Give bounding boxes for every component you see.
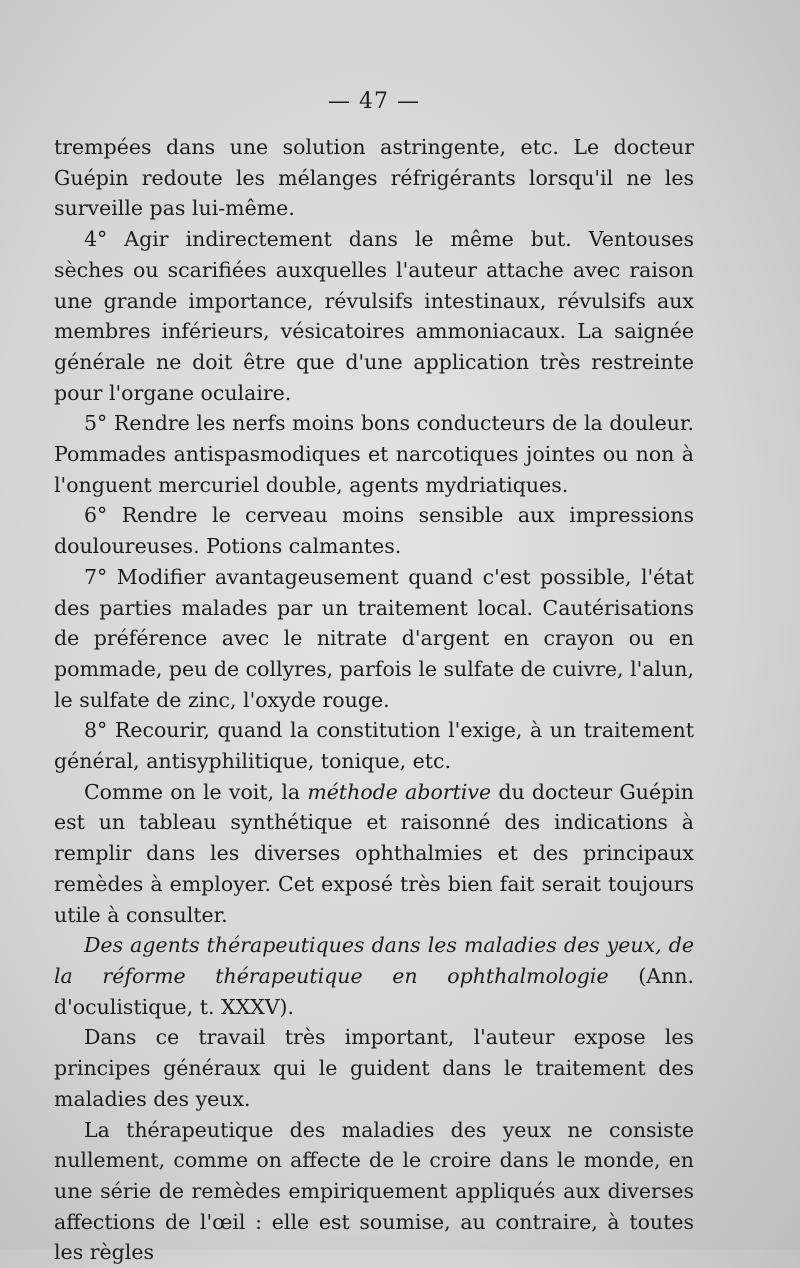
citation-title: Des agents thérapeutiques dans les maladies des yeux, de la réforme thérapeutique en ophthalmologie: [54, 933, 694, 988]
paragraph-continued: trempées dans une solution astringente, etc. Le docteur Guépin redoute les mélanges réfrigérants lorsqu'il ne les surveille pas lui-même.: [54, 132, 694, 224]
page-body: [54, 132, 694, 1268]
paragraph-therapeutique: La thérapeutique des maladies des yeux ne consiste nullement, comme on affecte de le croire dans le monde, en une série de remèdes empiriquement appliqués aux diverses affections de l'œil : elle est soumise, au contraire, à toutes les règles: [54, 1115, 694, 1268]
italic-term: méthode abortive: [307, 780, 491, 804]
paragraph-item-6: 6° Rendre le cerveau moins sensible aux impressions douloureuses. Potions calmantes.: [54, 500, 694, 561]
paragraph-text: Comme on le voit, la: [84, 780, 307, 804]
citation-source: (Ann. d'oculistique, t. XXXV).: [54, 964, 694, 1019]
book-page: [54, 86, 694, 1268]
paragraph-item-8: 8° Recourir, quand la constitution l'exige, à un traitement général, antisyphilitique, tonique, etc.: [54, 715, 694, 776]
page-number: — 47 —: [54, 86, 694, 132]
paragraph-methode-abortive: [54, 777, 694, 931]
paragraph-travail: Dans ce travail très important, l'auteur expose les principes généraux qui le guident dans le traitement des maladies des yeux.: [54, 1022, 694, 1114]
paragraph-item-5: 5° Rendre les nerfs moins bons conducteurs de la douleur. Pommades antispasmodiques et narcotiques jointes ou non à l'onguent mercuriel double, agents mydriatiques.: [54, 408, 694, 500]
paragraph-text: du docteur Guépin est un tableau synthétique et raisonné des indications à remplir dans les diverses ophthalmies et des principaux remèdes à employer. Cet exposé très bien fait serait toujours utile à consulter.: [54, 780, 694, 927]
paragraph-citation: [54, 930, 694, 1022]
paragraph-item-4: 4° Agir indirectement dans le même but. Ventouses sèches ou scarifiées auxquelles l'auteur attache avec raison une grande importance, révulsifs intestinaux, révulsifs aux membres inférieurs, vésicatoires ammoniacaux. La saignée générale ne doit être que d'une application très restreinte pour l'organe oculaire.: [54, 224, 694, 408]
paragraph-item-7: 7° Modifier avantageusement quand c'est possible, l'état des parties malades par un traitement local. Cautérisations de préférence avec le nitrate d'argent en crayon ou en pommade, peu de collyres, parfois le sulfate de cuivre, l'alun, le sulfate de zinc, l'oxyde rouge.: [54, 562, 694, 716]
